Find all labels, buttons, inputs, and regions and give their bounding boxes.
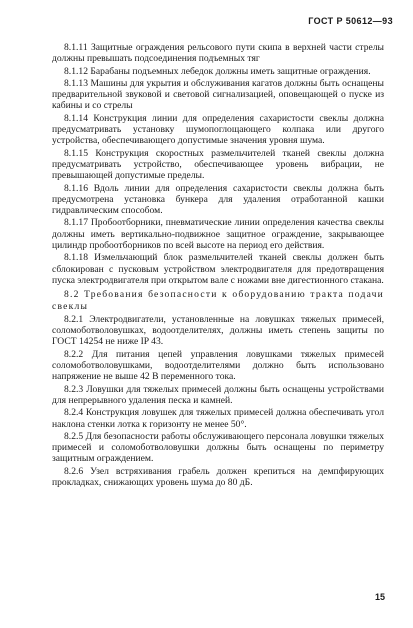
- paragraph-8-1-14: 8.1.14 Конструкция линии для определения сахаристости свеклы должна предусматривать установку шумопоглощающего колпака или другого устройства, обеспечивающего допустимые значения уровня шума.: [52, 112, 384, 147]
- document-body: [52, 42, 384, 488]
- paragraph-8-1-15: 8.1.15 Конструкция скоростных размельчителей тканей свеклы должна предусматривать устройство, обеспечивающее уровень вибрации, не превышающей допустимые пределы.: [52, 147, 384, 182]
- paragraph-8-2-1: 8.2.1 Электродвигатели, установленные на ловушках тяжелых примесей, соломоботволовушках, водоотделителях, должны иметь степень защиты по ГОСТ 14254 не ниже IP 43.: [52, 313, 384, 348]
- paragraph-8-1-17: 8.1.17 Пробоотборники, пневматические линии определения качества свеклы должны иметь вертикально-подвижное защитное ограждение, закрывающее цилиндр пробоотборников по всей высоте на период его действия.: [52, 217, 384, 252]
- paragraph-8-2-5: 8.2.5 Для безопасности работы обслуживающего персонала ловушки тяжелых примесей и соломоботволовушки должны быть оснащены по периметру защитным ограждением.: [52, 430, 384, 465]
- paragraph-8-2-2: 8.2.2 Для питания цепей управления ловушками тяжелых примесей соломоботволовушками, водоотделителями должно быть использовано напряжение не выше 42 В переменного тока.: [52, 348, 384, 383]
- paragraph-8-1-13: 8.1.13 Машины для укрытия и обслуживания кагатов должны быть оснащены предварительной звуковой и световой сигнализацией, оповещающей о пуске из кабины и со стрелы: [52, 77, 384, 112]
- section-heading-8-2: 8.2 Требования безопасности к оборудованию тракта подачи свеклы: [52, 289, 384, 312]
- paragraph-8-1-12: 8.1.12 Барабаны подъемных лебедок должны иметь защитные ограждения.: [64, 65, 371, 77]
- standard-header: ГОСТ Р 50612—93: [308, 16, 393, 26]
- paragraph-8-2-6: 8.2.6 Узел встряхивания грабель должен крепиться на демпфирующих прокладках, снижающих уровень шума до 80 дБ.: [52, 465, 384, 488]
- paragraph-8-1-16: 8.1.16 Вдоль линии для определения сахаристости свеклы должна быть предусмотрена установка бункера для удаления отработанной кашки гидравлическим способом.: [52, 182, 384, 217]
- page-number: 15: [374, 592, 385, 602]
- paragraph-8-1-18: 8.1.18 Измельчающий блок размельчителей тканей свеклы должен быть сблокирован с пусковым устройством электродвигателя для предотвращения пуска электродвигателя при открытом вале с ножами вне дигестионного стакана.: [52, 252, 384, 286]
- paragraph-8-1-11: 8.1.11 Защитные ограждения рельсового пути скипа в верхней части стрелы должны превышать подсоединения подъемных тяг: [52, 42, 384, 65]
- paragraph-8-2-4: 8.2.4 Конструкция ловушек для тяжелых примесей должна обеспечивать угол наклона стенки лотка к горизонту не менее 50°.: [52, 407, 384, 430]
- paragraph-8-2-3: 8.2.3 Ловушки для тяжелых примесей должны быть оснащены устройствами для непрерывного удаления песка и камней.: [52, 383, 384, 406]
